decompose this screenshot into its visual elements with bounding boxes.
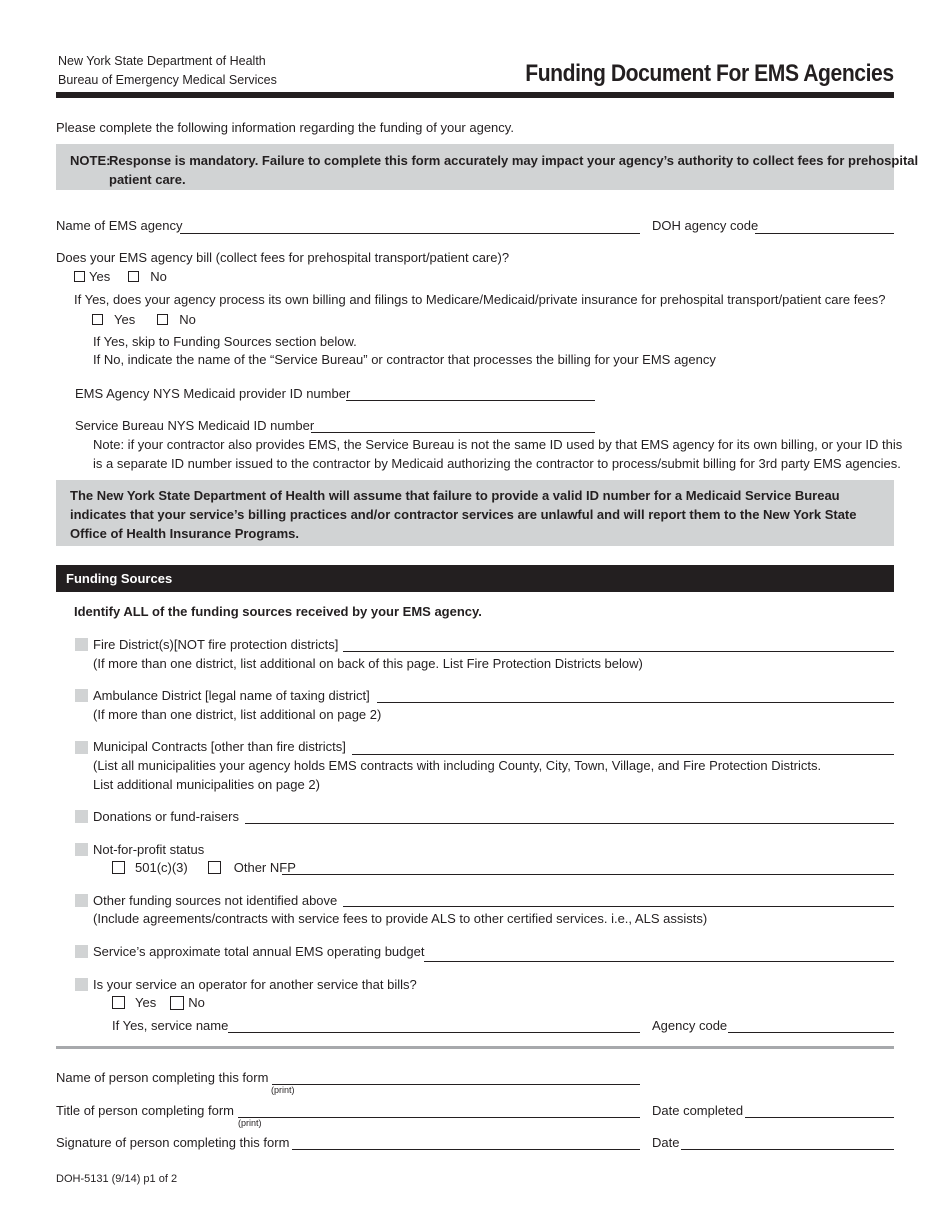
donations-checkbox[interactable] bbox=[75, 810, 88, 823]
date-label: Date bbox=[652, 1135, 680, 1150]
ambulance-district-field[interactable] bbox=[377, 702, 894, 703]
medicaid-provider-id-label: EMS Agency NYS Medicaid provider ID number bbox=[75, 386, 351, 401]
doh-code-field[interactable] bbox=[755, 233, 894, 234]
agency-code-field[interactable] bbox=[728, 1032, 894, 1033]
operator-yes-checkbox[interactable] bbox=[112, 996, 125, 1009]
operator-no-checkbox[interactable] bbox=[170, 996, 184, 1010]
operator-options bbox=[112, 993, 205, 1012]
municipal-contracts-checkbox[interactable] bbox=[75, 741, 88, 754]
person-name-field[interactable] bbox=[272, 1084, 640, 1085]
nfp-other-field[interactable] bbox=[282, 874, 894, 875]
service-name-label: If Yes, service name bbox=[112, 1018, 229, 1033]
ambulance-district-note: (If more than one district, list additional on page 2) bbox=[93, 707, 382, 722]
other-sources-field[interactable] bbox=[343, 906, 894, 907]
other-sources-label: Other funding sources not identified above bbox=[93, 893, 338, 908]
billing-yes-label: Yes bbox=[89, 269, 111, 284]
billing-no-checkbox[interactable] bbox=[128, 271, 139, 282]
medicaid-provider-id-field[interactable] bbox=[346, 400, 595, 401]
person-title-label: Title of person completing form bbox=[56, 1103, 234, 1118]
ambulance-district-label: Ambulance District [legal name of taxing district] bbox=[93, 688, 370, 703]
warning-line3: Office of Health Insurance Programs. bbox=[70, 526, 300, 541]
municipal-contracts-label: Municipal Contracts [other than fire districts] bbox=[93, 739, 346, 754]
page-title: Funding Document For EMS Agencies bbox=[525, 60, 894, 87]
fire-district-field[interactable] bbox=[343, 651, 894, 652]
agency-code-label: Agency code bbox=[652, 1018, 728, 1033]
other-sources-note: (Include agreements/contracts with service fees to provide ALS to other certified services. i.e., ALS assists) bbox=[93, 911, 708, 926]
date-field[interactable] bbox=[681, 1149, 894, 1150]
operator-no-label: No bbox=[188, 995, 205, 1010]
agency-name-label: Name of EMS agency bbox=[56, 218, 183, 233]
if-no-instruction: If No, indicate the name of the “Service Bureau” or contractor that processes the billing for your EMS agency bbox=[93, 352, 716, 367]
service-bureau-note-line1: Note: if your contractor also provides EMS, the Service Bureau is not the same ID used by that EMS agency for its own billing, or your ID this bbox=[93, 437, 903, 452]
funding-sources-header bbox=[56, 565, 894, 592]
agency-name-field[interactable] bbox=[180, 233, 640, 234]
service-bureau-note-line2: is a separate ID number issued to the contractor by Medicaid authorizing the contractor to process/submit billing for 3rd party EMS agencies. bbox=[93, 456, 901, 471]
budget-checkbox[interactable] bbox=[75, 945, 88, 958]
own-billing-options bbox=[92, 310, 196, 329]
fire-district-label: Fire District(s)[NOT fire protection districts] bbox=[93, 637, 339, 652]
own-billing-yes-label: Yes bbox=[114, 312, 136, 327]
nfp-options bbox=[112, 858, 296, 877]
fire-district-note: (If more than one district, list additional on back of this page. List Fire Protection Districts below) bbox=[93, 656, 643, 671]
warning-box bbox=[56, 480, 894, 546]
municipal-contracts-field[interactable] bbox=[352, 754, 894, 755]
note-label: NOTE: bbox=[70, 153, 111, 168]
print-hint-2: (print) bbox=[238, 1118, 262, 1128]
nfp-checkbox[interactable] bbox=[75, 843, 88, 856]
budget-label: Service’s approximate total annual EMS operating budget bbox=[93, 944, 425, 959]
operator-checkbox[interactable] bbox=[75, 978, 88, 991]
service-bureau-id-field[interactable] bbox=[311, 432, 595, 433]
header-rule bbox=[56, 92, 894, 98]
billing-question: Does your EMS agency bill (collect fees for prehospital transport/patient care)? bbox=[56, 250, 510, 265]
note-line2: patient care. bbox=[109, 172, 186, 187]
municipal-note-line2: List additional municipalities on page 2) bbox=[93, 777, 320, 792]
nfp-501-checkbox[interactable] bbox=[112, 861, 125, 874]
person-name-label: Name of person completing this form bbox=[56, 1070, 269, 1085]
service-name-field[interactable] bbox=[228, 1032, 640, 1033]
nfp-501-label: 501(c)(3) bbox=[135, 860, 188, 875]
person-title-field[interactable] bbox=[238, 1117, 640, 1118]
doh-code-label: DOH agency code bbox=[652, 218, 759, 233]
billing-yes-checkbox[interactable] bbox=[74, 271, 85, 282]
print-hint-1: (print) bbox=[271, 1085, 295, 1095]
note-box bbox=[56, 144, 919, 190]
own-billing-question: If Yes, does your agency process its own billing and filings to Medicare/Medicaid/private insurance for prehospital transport/patient care fees? bbox=[74, 292, 886, 307]
operator-yes-label: Yes bbox=[135, 995, 157, 1010]
warning-line2: indicates that your service’s billing practices and/or contractor services are unlawful and will report them to the New York State bbox=[70, 507, 857, 522]
intro-text: Please complete the following information regarding the funding of your agency. bbox=[56, 120, 514, 135]
nfp-other-checkbox[interactable] bbox=[208, 861, 221, 874]
own-billing-no-label: No bbox=[179, 312, 196, 327]
signature-label: Signature of person completing this form bbox=[56, 1135, 290, 1150]
own-billing-yes-checkbox[interactable] bbox=[92, 314, 103, 325]
ambulance-district-checkbox[interactable] bbox=[75, 689, 88, 702]
billing-options bbox=[74, 267, 167, 286]
own-billing-no-checkbox[interactable] bbox=[157, 314, 168, 325]
note-line1: Response is mandatory. Failure to complete this form accurately may impact your agency’s authority to collect fees for prehospital bbox=[109, 153, 919, 168]
fire-district-checkbox[interactable] bbox=[75, 638, 88, 651]
billing-no-label: No bbox=[150, 269, 167, 284]
operator-question: Is your service an operator for another service that bills? bbox=[93, 977, 417, 992]
other-sources-checkbox[interactable] bbox=[75, 894, 88, 907]
funding-sources-title: Funding Sources bbox=[66, 571, 173, 586]
if-yes-instruction: If Yes, skip to Funding Sources section below. bbox=[93, 334, 357, 349]
agency-name-line2: Bureau of Emergency Medical Services bbox=[58, 73, 277, 87]
municipal-note-line1: (List all municipalities your agency holds EMS contracts with including County, City, Town, Village, and Fire Protection Districts. bbox=[93, 758, 822, 773]
agency-name-line1: New York State Department of Health bbox=[58, 54, 266, 68]
donations-field[interactable] bbox=[245, 823, 894, 824]
service-bureau-id-label: Service Bureau NYS Medicaid ID number bbox=[75, 418, 315, 433]
nfp-other-label: Other NFP bbox=[233, 860, 296, 875]
section-divider bbox=[56, 1046, 894, 1049]
funding-instruction: Identify ALL of the funding sources received by your EMS agency. bbox=[74, 604, 482, 619]
budget-field[interactable] bbox=[424, 961, 894, 962]
form-number: DOH-5131 (9/14) p1 of 2 bbox=[56, 1173, 178, 1185]
date-completed-label: Date completed bbox=[652, 1103, 744, 1118]
donations-label: Donations or fund-raisers bbox=[93, 809, 239, 824]
nfp-label: Not-for-profit status bbox=[93, 842, 205, 857]
signature-field[interactable] bbox=[292, 1149, 640, 1150]
warning-line1: The New York State Department of Health will assume that failure to provide a valid ID number for a Medicaid Service Bureau bbox=[70, 488, 840, 503]
date-completed-field[interactable] bbox=[745, 1117, 894, 1118]
